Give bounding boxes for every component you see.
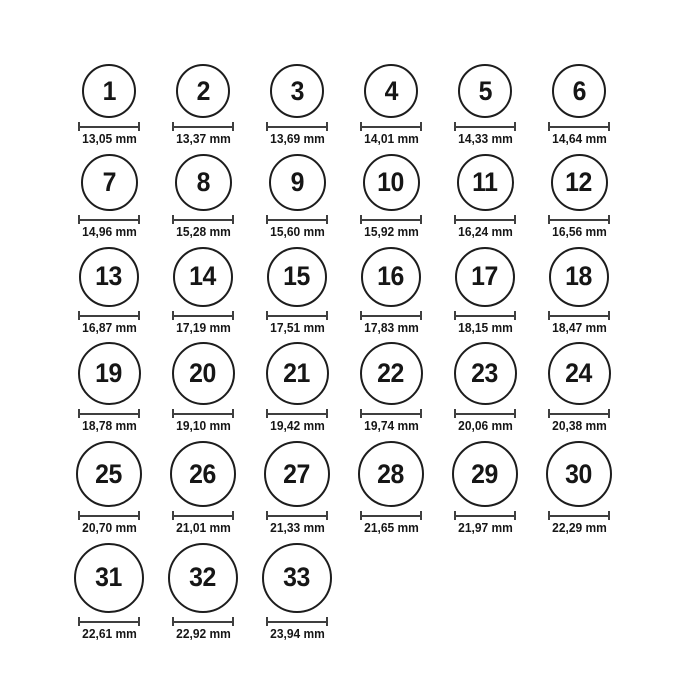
ring-size-number: 29: [471, 458, 499, 489]
diameter-measure-line: [78, 215, 140, 224]
ring-size-number: 25: [95, 458, 123, 489]
measure-tick-right-icon: [420, 409, 422, 418]
diameter-label: 14,96 mm: [81, 224, 137, 239]
measure-tick-right-icon: [232, 409, 234, 418]
ring-size-number: 6: [572, 75, 586, 106]
ring-size-number: 16: [377, 261, 405, 291]
measure-tick-right-icon: [232, 511, 234, 520]
ring-size-number: 9: [290, 166, 304, 197]
measure-tick-right-icon: [420, 511, 422, 520]
diameter-measure-line: [266, 122, 328, 131]
diameter-label: 18,47 mm: [551, 320, 607, 335]
measure-tick-right-icon: [232, 311, 234, 320]
diameter-label: 20,06 mm: [457, 419, 513, 434]
measure-tick-right-icon: [138, 409, 140, 418]
measure-bar: [455, 219, 515, 221]
diameter-measure-line: [172, 617, 234, 626]
diameter-label: 23,94 mm: [269, 626, 325, 641]
ring-size-cell: [250, 154, 344, 240]
ring-size-number: 32: [189, 562, 217, 593]
ring-size-cell: [438, 64, 532, 147]
measure-tick-right-icon: [420, 215, 422, 224]
diameter-measure-line: [548, 215, 610, 224]
ring-size-row: [62, 154, 700, 240]
measure-tick-right-icon: [514, 215, 516, 224]
ring-circle: [363, 154, 420, 211]
measure-tick-right-icon: [326, 215, 328, 224]
diameter-measure-line: [78, 311, 140, 320]
diameter-measure-line: [78, 409, 140, 418]
measure-bar: [549, 413, 609, 415]
diameter-label: 17,19 mm: [175, 320, 231, 335]
ring-size-cell: [250, 342, 344, 434]
diameter-label: 17,83 mm: [363, 320, 419, 335]
ring-size-number: 22: [377, 358, 405, 389]
ring-size-cell: [438, 441, 532, 536]
ring-size-number: 30: [565, 458, 593, 489]
ring-size-cell: [156, 247, 250, 336]
ring-circle: [458, 64, 512, 118]
ring-size-number: 8: [196, 166, 210, 197]
diameter-measure-line: [172, 311, 234, 320]
measure-bar: [267, 126, 327, 128]
measure-tick-right-icon: [514, 311, 516, 320]
ring-circle: [454, 342, 517, 405]
diameter-label: 16,24 mm: [457, 224, 513, 239]
ring-circle: [551, 154, 608, 211]
ring-size-row: [62, 441, 700, 536]
ring-circle: [266, 342, 329, 405]
ring-circle: [552, 64, 606, 118]
diameter-measure-line: [266, 409, 328, 418]
measure-bar: [361, 219, 421, 221]
ring-size-cell: [344, 154, 438, 240]
measure-tick-right-icon: [326, 409, 328, 418]
ring-circle: [546, 441, 612, 507]
measure-bar: [173, 413, 233, 415]
ring-size-number: 26: [189, 458, 217, 489]
ring-size-cell: [250, 543, 344, 642]
ring-size-number: 21: [283, 358, 311, 389]
diameter-measure-line: [454, 511, 516, 520]
measure-bar: [549, 515, 609, 517]
measure-tick-right-icon: [326, 511, 328, 520]
diameter-measure-line: [360, 311, 422, 320]
ring-size-cell: [62, 247, 156, 336]
measure-tick-right-icon: [608, 215, 610, 224]
measure-bar: [267, 413, 327, 415]
diameter-measure-line: [172, 122, 234, 131]
ring-circle: [270, 64, 324, 118]
measure-tick-right-icon: [514, 409, 516, 418]
measure-tick-right-icon: [326, 617, 328, 626]
diameter-measure-line: [360, 122, 422, 131]
measure-bar: [79, 621, 139, 623]
diameter-label: 19,74 mm: [363, 419, 419, 434]
ring-size-cell: [532, 342, 626, 434]
ring-circle: [173, 247, 233, 307]
ring-circle: [168, 543, 238, 613]
ring-size-cell: [344, 441, 438, 536]
measure-tick-right-icon: [514, 122, 516, 131]
diameter-measure-line: [78, 617, 140, 626]
ring-size-cell: [156, 441, 250, 536]
ring-size-cell: [438, 342, 532, 434]
ring-size-cell: [250, 441, 344, 536]
ring-circle: [269, 154, 326, 211]
ring-size-number: 3: [290, 75, 304, 106]
diameter-label: 21,65 mm: [363, 521, 419, 535]
ring-circle: [74, 543, 144, 613]
ring-size-number: 19: [95, 358, 123, 389]
ring-size-cell: [250, 64, 344, 147]
diameter-measure-line: [454, 409, 516, 418]
ring-circle: [172, 342, 235, 405]
measure-bar: [267, 515, 327, 517]
diameter-label: 22,61 mm: [81, 626, 137, 641]
ring-size-number: 14: [189, 261, 217, 291]
diameter-measure-line: [172, 215, 234, 224]
measure-bar: [173, 515, 233, 517]
measure-bar: [173, 315, 233, 317]
diameter-label: 19,10 mm: [175, 419, 231, 434]
diameter-label: 16,56 mm: [551, 224, 607, 239]
ring-circle: [549, 247, 609, 307]
measure-bar: [455, 315, 515, 317]
ring-circle: [548, 342, 611, 405]
diameter-label: 14,33 mm: [457, 132, 513, 146]
ring-size-cell: [344, 342, 438, 434]
measure-bar: [549, 315, 609, 317]
measure-bar: [79, 515, 139, 517]
measure-bar: [361, 413, 421, 415]
diameter-label: 21,01 mm: [175, 521, 231, 535]
ring-size-cell: [344, 247, 438, 336]
ring-size-number: 11: [472, 166, 498, 197]
ring-size-number: 1: [102, 75, 116, 106]
diameter-measure-line: [266, 215, 328, 224]
ring-circle: [175, 154, 232, 211]
diameter-measure-line: [454, 122, 516, 131]
ring-circle: [358, 441, 424, 507]
diameter-label: 20,38 mm: [551, 419, 607, 434]
measure-bar: [361, 126, 421, 128]
diameter-measure-line: [548, 511, 610, 520]
ring-size-cell: [532, 154, 626, 240]
measure-tick-right-icon: [232, 122, 234, 131]
ring-size-cell: [438, 247, 532, 336]
ring-circle: [262, 543, 332, 613]
diameter-label: 14,01 mm: [363, 132, 419, 146]
diameter-label: 15,28 mm: [175, 224, 231, 239]
diameter-label: 21,97 mm: [457, 521, 513, 535]
ring-circle: [452, 441, 518, 507]
ring-size-cell: [62, 342, 156, 434]
ring-size-cell: [532, 247, 626, 336]
diameter-label: 14,64 mm: [551, 132, 607, 146]
measure-bar: [549, 219, 609, 221]
ring-circle: [78, 342, 141, 405]
ring-size-number: 15: [283, 261, 311, 291]
ring-circle: [76, 441, 142, 507]
ring-circle: [364, 64, 418, 118]
measure-bar: [79, 219, 139, 221]
ring-circle: [267, 247, 327, 307]
ring-size-number: 20: [189, 358, 217, 389]
ring-size-row: [62, 247, 700, 336]
diameter-measure-line: [360, 215, 422, 224]
ring-size-number: 10: [377, 166, 405, 197]
ring-size-number: 7: [102, 166, 116, 197]
measure-tick-right-icon: [326, 122, 328, 131]
measure-bar: [79, 413, 139, 415]
diameter-label: 13,37 mm: [175, 132, 231, 146]
measure-tick-right-icon: [608, 311, 610, 320]
ring-size-cell: [344, 64, 438, 147]
measure-tick-right-icon: [138, 122, 140, 131]
ring-circle: [264, 441, 330, 507]
ring-size-cell: [62, 154, 156, 240]
ring-size-cell: [62, 64, 156, 147]
ring-size-number: 17: [471, 261, 499, 291]
ring-size-cell: [250, 247, 344, 336]
diameter-measure-line: [360, 409, 422, 418]
ring-circle: [361, 247, 421, 307]
ring-size-number: 33: [283, 562, 311, 593]
ring-size-cell: [156, 154, 250, 240]
ring-circle: [82, 64, 136, 118]
ring-size-number: 31: [95, 562, 123, 593]
ring-size-cell: [438, 154, 532, 240]
measure-tick-right-icon: [138, 215, 140, 224]
diameter-label: 22,92 mm: [175, 626, 231, 641]
ring-size-cell: [62, 441, 156, 536]
ring-size-number: 24: [565, 358, 593, 389]
measure-bar: [361, 515, 421, 517]
diameter-label: 20,70 mm: [81, 521, 137, 535]
diameter-measure-line: [266, 311, 328, 320]
ring-circle: [170, 441, 236, 507]
ring-size-cell: [156, 543, 250, 642]
measure-tick-right-icon: [608, 122, 610, 131]
ring-circle: [176, 64, 230, 118]
diameter-label: 15,60 mm: [269, 224, 325, 239]
diameter-measure-line: [172, 409, 234, 418]
ring-size-cell: [156, 342, 250, 434]
diameter-label: 19,42 mm: [269, 419, 325, 434]
measure-bar: [361, 315, 421, 317]
measure-tick-right-icon: [138, 511, 140, 520]
diameter-measure-line: [360, 511, 422, 520]
ring-size-cell: [532, 441, 626, 536]
diameter-label: 13,05 mm: [81, 132, 137, 146]
diameter-measure-line: [172, 511, 234, 520]
measure-bar: [173, 219, 233, 221]
ring-size-number: 27: [283, 458, 311, 489]
measure-tick-right-icon: [420, 311, 422, 320]
diameter-measure-line: [548, 122, 610, 131]
ring-size-number: 28: [377, 458, 405, 489]
ring-size-cell: [62, 543, 156, 642]
diameter-label: 18,78 mm: [81, 419, 137, 434]
diameter-measure-line: [266, 617, 328, 626]
measure-bar: [267, 219, 327, 221]
ring-circle: [360, 342, 423, 405]
diameter-measure-line: [78, 511, 140, 520]
measure-bar: [173, 621, 233, 623]
measure-bar: [79, 315, 139, 317]
measure-tick-right-icon: [608, 409, 610, 418]
diameter-label: 15,92 mm: [363, 224, 419, 239]
measure-bar: [267, 621, 327, 623]
ring-size-cell: [156, 64, 250, 147]
diameter-label: 21,33 mm: [269, 521, 325, 535]
measure-bar: [455, 413, 515, 415]
ring-size-number: 12: [565, 166, 593, 197]
measure-tick-right-icon: [420, 122, 422, 131]
measure-tick-right-icon: [232, 215, 234, 224]
diameter-measure-line: [78, 122, 140, 131]
ring-size-row: [62, 342, 700, 434]
ring-size-number: 13: [95, 261, 123, 291]
measure-tick-right-icon: [514, 511, 516, 520]
measure-bar: [455, 126, 515, 128]
diameter-measure-line: [454, 311, 516, 320]
diameter-label: 18,15 mm: [457, 320, 513, 335]
diameter-label: 22,29 mm: [551, 521, 607, 535]
ring-size-number: 23: [471, 358, 499, 389]
ring-size-row: [62, 64, 700, 147]
measure-tick-right-icon: [232, 617, 234, 626]
ring-circle: [455, 247, 515, 307]
ring-circle: [79, 247, 139, 307]
ring-size-number: 4: [384, 75, 398, 106]
measure-bar: [79, 126, 139, 128]
measure-bar: [173, 126, 233, 128]
diameter-measure-line: [548, 409, 610, 418]
ring-circle: [81, 154, 138, 211]
diameter-measure-line: [548, 311, 610, 320]
diameter-label: 16,87 mm: [81, 320, 137, 335]
diameter-measure-line: [454, 215, 516, 224]
measure-tick-right-icon: [138, 617, 140, 626]
measure-tick-right-icon: [138, 311, 140, 320]
measure-bar: [267, 315, 327, 317]
diameter-label: 17,51 mm: [269, 320, 325, 335]
measure-tick-right-icon: [326, 311, 328, 320]
ring-size-number: 2: [196, 75, 210, 106]
ring-size-number: 5: [478, 75, 492, 106]
ring-size-row: [62, 543, 700, 642]
diameter-measure-line: [266, 511, 328, 520]
ring-circle: [457, 154, 514, 211]
diameter-label: 13,69 mm: [269, 132, 325, 146]
measure-bar: [549, 126, 609, 128]
measure-bar: [455, 515, 515, 517]
ring-size-number: 18: [565, 261, 593, 291]
measure-tick-right-icon: [608, 511, 610, 520]
ring-size-cell: [532, 64, 626, 147]
